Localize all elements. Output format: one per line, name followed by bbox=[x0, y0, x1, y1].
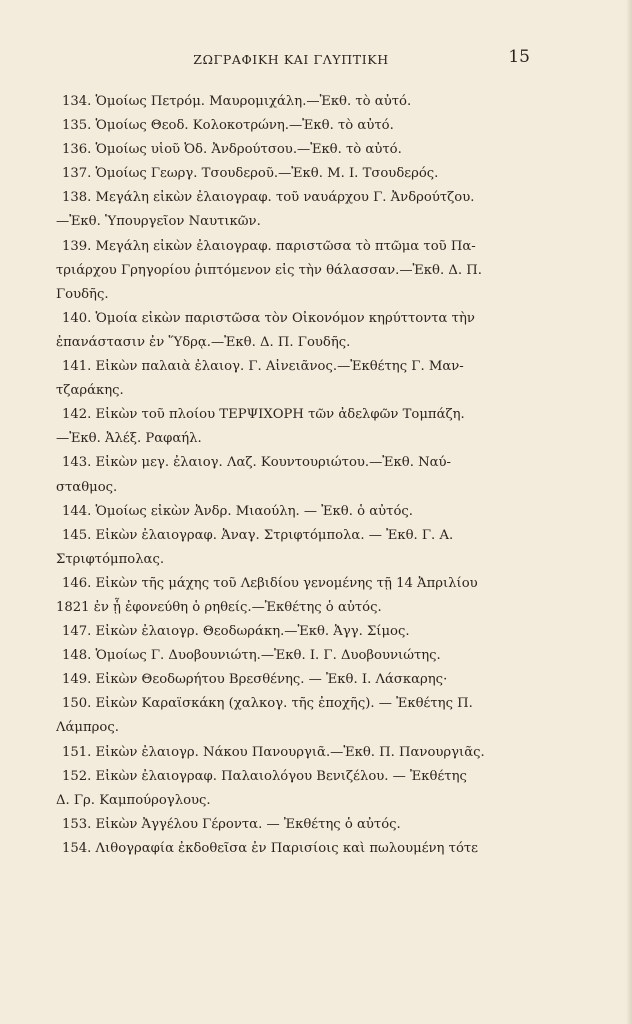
text-line: τζαράκης. bbox=[56, 383, 124, 399]
text-line: 134. Ὁμοίως Πετρόμ. Μαυρομιχάλη.—Ἐκθ. τὸ αὐτό. bbox=[62, 94, 412, 109]
running-head: ΖΩΓΡΑΦΙΚΗ ΚΑΙ ΓΛΥΠΤΙΚΗ bbox=[193, 52, 389, 67]
text-line: 150. Εἰκὼν Καραϊσκάκη (χαλκογ. τῆς ἐποχῆς). — Ἐκθέτης Π. bbox=[62, 696, 473, 712]
text-line: 138. Μεγάλη εἰκὼν ἐλαιογραφ. τοῦ ναυάρχου Γ. Ἀνδρούτζου. bbox=[62, 190, 475, 206]
text-line: 147. Εἰκὼν ἐλαιογρ. Θεοδωράκη.—Ἐκθ. Ἀγγ. Σίμος. bbox=[62, 624, 410, 640]
text-line: 152. Εἰκὼν ἐλαιογραφ. Παλαιολόγου Βενιζέλου. — Ἐκθέτης bbox=[62, 768, 467, 784]
page-header bbox=[52, 46, 530, 74]
text-line: 146. Εἰκὼν τῆς μάχης τοῦ Λεβιδίου γενομένης τῇ 14 Ἀπριλίου bbox=[62, 575, 478, 591]
text-line: τριάρχου Γρηγορίου ῥιπτόμενον εἰς τὴν θάλασσαν.—Ἐκθ. Δ. Π. bbox=[56, 262, 482, 278]
text-line: ἐπανάστασιν ἐν Ὕδρᾳ.—Ἐκθ. Δ. Π. Γουδῆς. bbox=[56, 334, 351, 350]
text-line: 136. Ὁμοίως υἱοῦ Ὀδ. Ἀνδρούτσου.—Ἐκθ. τὸ αὐτό. bbox=[62, 142, 402, 158]
text-line: 153. Εἰκὼν Ἀγγέλου Γέροντα. — Ἐκθέτης ὁ αὐτός. bbox=[62, 816, 401, 832]
text-line: 143. Εἰκὼν μεγ. ἐλαιογ. Λαζ. Κουντουριώτου.—Ἐκθ. Ναύ- bbox=[62, 455, 452, 471]
text-line: 142. Εἰκὼν τοῦ πλοίου ΤΕΡΨΙΧΟΡΗ τῶν ἀδελφῶν Τομπάζη. bbox=[62, 407, 465, 423]
text-line: 149. Εἰκὼν Θεοδωρήτου Βρεσθένης. — Ἐκθ. Ι. Λάσκαρης· bbox=[62, 672, 448, 688]
text-line: 154. Λιθογραφία ἐκδοθεῖσα ἐν Παρισίοις καὶ πωλουμένη τότε bbox=[62, 840, 479, 856]
text-line: 139. Μεγάλη εἰκὼν ἐλαιογραφ. παριστῶσα τὸ πτῶμα τοῦ Πα- bbox=[62, 238, 476, 254]
text-line: —Ἐκθ. Ὑπουργεῖον Ναυτικῶν. bbox=[56, 214, 261, 230]
text-line: 148. Ὁμοίως Γ. Δυοβουνιώτη.—Ἐκθ. Ι. Γ. Δυοβουνιώτης. bbox=[62, 648, 441, 664]
text-line: 144. Ὁμοίως εἰκὼν Ἀνδρ. Μιαούλη. — Ἐκθ. ὁ αὐτός. bbox=[62, 503, 413, 519]
text-line: Στριφτόμπολας. bbox=[56, 551, 165, 567]
text-line: 145. Εἰκὼν ἐλαιογραφ. Ἀναγ. Στριφτόμπολα. — Ἐκθ. Γ. Α. bbox=[62, 527, 454, 543]
text-line: 135. Ὁμοίως Θεοδ. Κολοκοτρώνη.—Ἐκθ. τὸ αὐτό. bbox=[62, 118, 394, 134]
page-number: 15 bbox=[508, 47, 530, 67]
text-line: 140. Ὁμοία εἰκὼν παριστῶσα τὸν Οἰκονόμον κηρύττοντα τὴν bbox=[62, 310, 475, 326]
page-edge-shadow bbox=[626, 0, 632, 1024]
text-line: 141. Εἰκὼν παλαιὰ ἐλαιογ. Γ. Αἰνειᾶνος.—Ἐκθέτης Γ. Μαν- bbox=[62, 359, 464, 375]
text-line: —Ἐκθ. Ἀλέξ. Ραφαήλ. bbox=[56, 431, 202, 447]
text-line: 137. Ὁμοίως Γεωργ. Τσουδεροῦ.—Ἐκθ. Μ. Ι. Τσουδερός. bbox=[62, 166, 439, 182]
text-line: Δ. Γρ. Καμπούρογλους. bbox=[56, 792, 211, 808]
text-line: 1821 ἐν ᾗ ἐφονεύθη ὁ ρηθείς.—Ἐκθέτης ὁ αὐτός. bbox=[56, 599, 382, 615]
catalogue-text bbox=[56, 90, 528, 861]
text-line: σταθμος. bbox=[56, 479, 118, 495]
text-line: Γουδῆς. bbox=[56, 286, 109, 302]
text-line: Λάμπρος. bbox=[56, 720, 119, 736]
text-line: 151. Εἰκὼν ἐλαιογρ. Νάκου Πανουργιᾶ.—Ἐκθ. Π. Πανουργιᾶς. bbox=[62, 744, 485, 760]
